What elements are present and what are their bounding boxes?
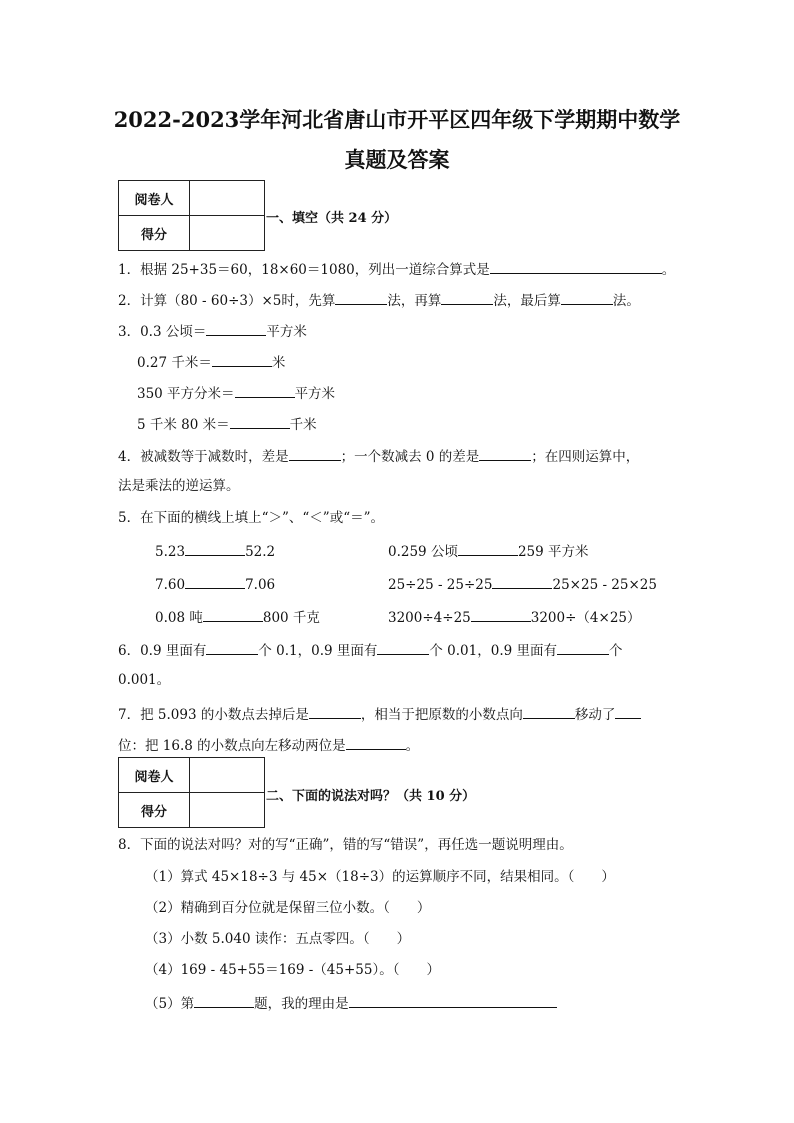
question-3b	[137, 352, 285, 372]
q5-row2-left	[155, 574, 275, 594]
q2-text-c: 法，最后算	[493, 293, 561, 309]
answer-blank	[377, 640, 429, 655]
q5-row1-left	[155, 541, 275, 561]
q5-r3r-a: 3200÷4÷25	[388, 610, 471, 626]
answer-blank	[185, 541, 245, 556]
question-3c	[137, 383, 335, 403]
q7-line2-end: 。	[405, 738, 420, 754]
answer-blank	[523, 704, 575, 719]
score-label: 得分	[119, 793, 190, 828]
q6-text-b: 个 0.1，0.9 里面有	[258, 643, 378, 659]
question-8-intro: 8．下面的说法对吗？对的写“正确”，错的写“错误”，再任选一题说明理由。	[118, 837, 573, 853]
question-3a	[118, 321, 307, 341]
answer-blank	[346, 735, 406, 750]
answer-blank	[490, 259, 662, 274]
reviewer-cell	[190, 758, 265, 793]
q5-r3l-b: 800 千克	[262, 610, 320, 626]
answer-blank	[289, 446, 341, 461]
answer-blank	[458, 541, 518, 556]
q3-c-unit: 平方米	[294, 386, 336, 402]
q3-d-text: 5 千米 80 米＝	[137, 417, 230, 433]
q6-text-d: 个	[609, 643, 623, 659]
q2-text-d: 法。	[612, 293, 640, 309]
score-cell	[190, 216, 265, 251]
answer-blank	[479, 446, 531, 461]
q7-text-a: 7．把 5.093 的小数点去掉后是	[118, 707, 309, 723]
q6-text-a: 6．0.9 里面有	[118, 643, 207, 659]
q5-r1l-a: 5.23	[155, 544, 186, 560]
answer-blank	[185, 574, 245, 589]
page-title-line2: 真题及答案	[344, 147, 450, 172]
q7-text-b: ，相当于把原数的小数点向	[360, 707, 523, 723]
q8-i5-text-b: 题，我的理由是	[254, 996, 349, 1012]
answer-blank	[492, 574, 552, 589]
q8-item-4: （4）169 - 45+55＝169 -（45+55）。（ ）	[145, 962, 440, 978]
question-1	[118, 259, 675, 279]
reviewer-cell	[190, 181, 265, 216]
answer-blank	[309, 704, 361, 719]
answer-blank	[194, 993, 254, 1008]
q5-r2r-a: 25÷25 - 25÷25	[388, 577, 493, 593]
q3-b-text: 0.27 千米＝	[137, 355, 212, 371]
score-box-1	[118, 180, 265, 251]
q3-b-unit: 米	[271, 355, 286, 371]
question-3d	[137, 414, 317, 434]
reviewer-label: 阅卷人	[119, 758, 190, 793]
q8-item-5	[145, 993, 557, 1013]
question-5-intro: 5．在下面的横线上填上“＞”、“＜”或“＝”。	[118, 510, 384, 526]
q8-i5-text-a: （5）第	[145, 996, 195, 1012]
question-7-line2	[118, 735, 419, 755]
answer-blank	[471, 607, 531, 622]
q5-r1r-b: 259 平方米	[517, 544, 589, 560]
question-6-line2: 0.001。	[118, 672, 171, 688]
answer-blank	[235, 383, 295, 398]
q5-r2l-b: 7.06	[245, 577, 276, 593]
q1-end: 。	[661, 262, 676, 278]
q8-item-1: （1）算式 45×18÷3 与 45×（18÷3）的运算顺序不同，结果相同。（ ）	[145, 869, 615, 885]
q5-r1l-b: 52.2	[245, 544, 276, 560]
q1-text: 1．根据 25+35＝60，18×60＝1080，列出一道综合算式是	[118, 262, 490, 278]
q6-text-c: 个 0.01，0.9 里面有	[429, 643, 558, 659]
q2-text-a: 2．计算（80 - 60÷3）×5时，先算	[118, 293, 336, 309]
answer-blank	[230, 414, 290, 429]
answer-blank	[615, 704, 641, 719]
q2-text-b: 法，再算	[387, 293, 442, 309]
q5-r2l-a: 7.60	[155, 577, 186, 593]
q5-r1r-a: 0.259 公顷	[388, 544, 458, 560]
q4-text-b: ；一个数减去 0 的差是	[340, 449, 480, 465]
q5-row3-left	[155, 607, 320, 627]
q8-item-3: （3）小数 5.040 读作：五点零四。（ ）	[145, 931, 411, 947]
question-4	[118, 446, 639, 466]
question-2	[118, 290, 640, 310]
score-box-2	[118, 757, 265, 828]
q4-text-a: 4．被减数等于减数时，差是	[118, 449, 289, 465]
section1-title: 一、填空（共 24 分）	[266, 211, 398, 226]
question-6	[118, 640, 623, 660]
q4-text-c: ；在四则运算中，	[531, 449, 640, 465]
answer-blank	[212, 352, 272, 367]
reviewer-label: 阅卷人	[119, 181, 190, 216]
q7-text-c: 移动了	[574, 707, 616, 723]
q3-a-text: 3．0.3 公顷＝	[118, 324, 207, 340]
answer-blank	[441, 290, 493, 305]
answer-blank	[349, 993, 557, 1008]
score-label: 得分	[119, 216, 190, 251]
answer-blank	[335, 290, 387, 305]
q3-d-unit: 千米	[289, 417, 317, 433]
q8-item-2: （2）精确到百分位就是保留三位小数。（ ）	[145, 900, 431, 916]
answer-blank	[561, 290, 613, 305]
answer-blank	[206, 640, 258, 655]
section2-title: 二、下面的说法对吗？（共 10 分）	[266, 789, 476, 804]
question-7	[118, 704, 641, 724]
answer-blank	[203, 607, 263, 622]
q5-r3l-a: 0.08 吨	[155, 610, 203, 626]
answer-blank	[206, 321, 266, 336]
q3-c-text: 350 平方分米＝	[137, 386, 235, 402]
q5-row2-right	[388, 574, 657, 594]
answer-blank	[557, 640, 609, 655]
q7-line2-text: 位：把 16.8 的小数点向左移动两位是	[118, 738, 346, 754]
question-4-line2: 法是乘法的逆运算。	[118, 478, 240, 494]
q5-r3r-b: 3200÷（4×25）	[530, 610, 641, 626]
score-cell	[190, 793, 265, 828]
page-title: 2022-2023学年河北省唐山市开平区四年级下学期期中数学	[113, 107, 681, 132]
q5-row3-right	[388, 607, 641, 627]
q5-row1-right	[388, 541, 589, 561]
q5-r2r-b: 25×25 - 25×25	[552, 577, 657, 593]
q3-a-unit: 平方米	[266, 324, 307, 340]
